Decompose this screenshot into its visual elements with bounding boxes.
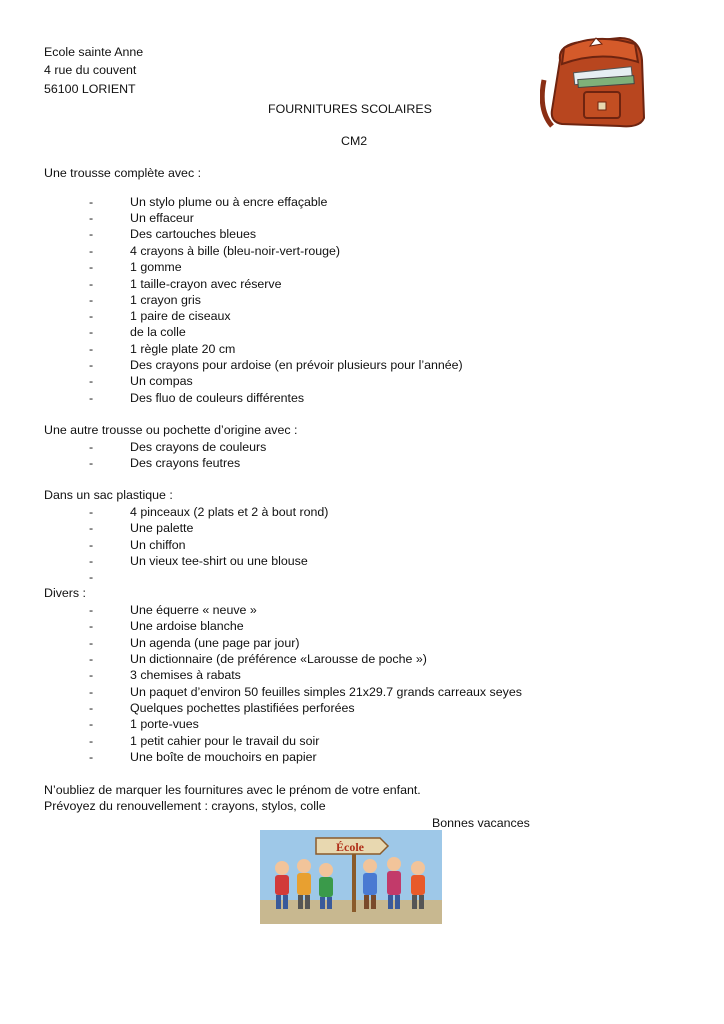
school-children-illustration xyxy=(260,830,442,924)
section-heading-sac: Dans un sac plastique : xyxy=(44,488,173,502)
footer-note-label: N’oubliez de marquer les fournitures avec le prénom de votre enfant. xyxy=(44,783,421,797)
section-heading-pochette: Une autre trousse ou pochette d’origine avec : xyxy=(44,423,298,437)
class-level: CM2 xyxy=(341,134,368,148)
footer-note-renewal: Prévoyez du renouvellement : crayons, stylos, colle xyxy=(44,799,326,813)
school-city: 56100 LORIENT xyxy=(44,82,136,96)
school-street: 4 rue du couvent xyxy=(44,63,137,77)
sign-text: École xyxy=(336,840,364,854)
section-heading-divers: Divers : xyxy=(44,586,86,600)
page-title: FOURNITURES SCOLAIRES xyxy=(268,102,432,116)
school-name: Ecole sainte Anne xyxy=(44,45,144,59)
section-heading-trousse: Une trousse complète avec : xyxy=(44,166,202,180)
closing-text: Bonnes vacances xyxy=(432,816,530,830)
school-bag-illustration xyxy=(540,30,652,132)
